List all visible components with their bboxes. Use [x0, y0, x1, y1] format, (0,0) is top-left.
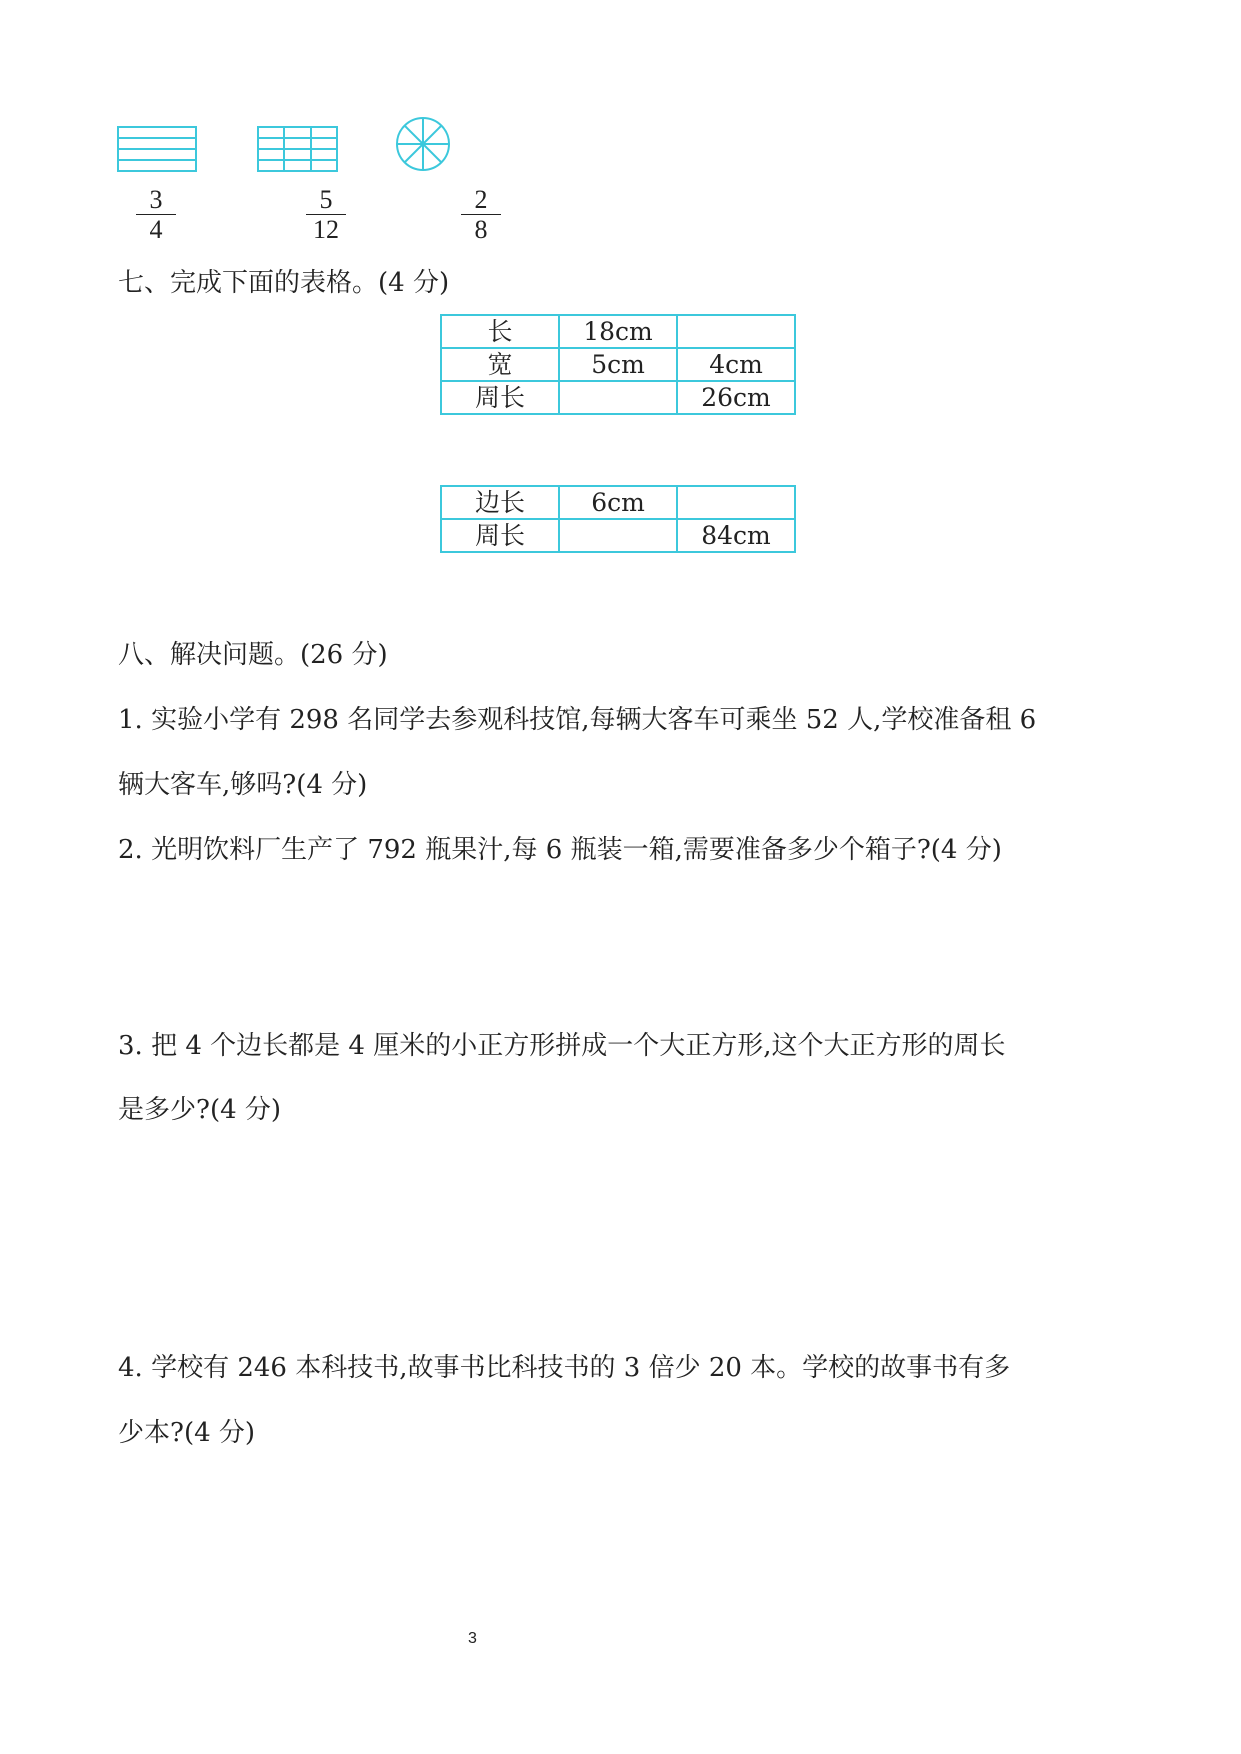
rectangle-table	[440, 314, 796, 415]
cell: 84cm	[677, 519, 795, 552]
fraction-figures	[0, 0, 500, 190]
cell: 周长	[441, 519, 559, 552]
cell: 18cm	[559, 315, 677, 348]
fraction-2	[306, 186, 346, 245]
denominator: 8	[474, 215, 488, 244]
table-row	[441, 315, 795, 348]
cell: 宽	[441, 348, 559, 381]
rect-twelfths-icon	[258, 127, 337, 171]
denominator: 4	[149, 215, 163, 244]
cell: 4cm	[677, 348, 795, 381]
question-2: 2. 光明饮料厂生产了 792 瓶果汁,每 6 瓶装一箱,需要准备多少个箱子?(4 分)	[118, 835, 1002, 865]
cell[interactable]	[677, 315, 795, 348]
table-row	[441, 519, 795, 552]
fraction-3	[461, 186, 501, 245]
page-number: 3	[468, 1630, 477, 1647]
cell: 周长	[441, 381, 559, 414]
table-row	[441, 381, 795, 414]
cell: 5cm	[559, 348, 677, 381]
cell[interactable]	[677, 486, 795, 519]
section8-title: 八、解决问题。(26 分)	[118, 640, 388, 670]
square-table	[440, 485, 796, 553]
numerator: 5	[306, 186, 346, 215]
question-3: 3. 把 4 个边长都是 4 厘米的小正方形拼成一个大正方形,这个大正方形的周长	[118, 1031, 1006, 1061]
fraction-1	[136, 186, 176, 245]
question-4: 4. 学校有 246 本科技书,故事书比科技书的 3 倍少 20 本。学校的故事书有多	[118, 1353, 1011, 1383]
table-row	[441, 348, 795, 381]
question-1-cont: 辆大客车,够吗?(4 分)	[118, 770, 368, 800]
cell[interactable]	[559, 519, 677, 552]
denominator: 12	[313, 215, 339, 244]
question-1: 1. 实验小学有 298 名同学去参观科技馆,每辆大客车可乘坐 52 人,学校准备租 6	[118, 705, 1037, 735]
cell: 26cm	[677, 381, 795, 414]
cell: 6cm	[559, 486, 677, 519]
table-row	[441, 486, 795, 519]
question-4-cont: 少本?(4 分)	[118, 1418, 256, 1448]
cell: 边长	[441, 486, 559, 519]
section7-title: 七、完成下面的表格。(4 分)	[118, 268, 450, 298]
cell: 长	[441, 315, 559, 348]
question-3-cont: 是多少?(4 分)	[118, 1095, 282, 1125]
numerator: 2	[461, 186, 501, 215]
numerator: 3	[136, 186, 176, 215]
circle-eighths-icon	[397, 118, 449, 170]
rect-quarters-icon	[118, 127, 196, 171]
cell[interactable]	[559, 381, 677, 414]
